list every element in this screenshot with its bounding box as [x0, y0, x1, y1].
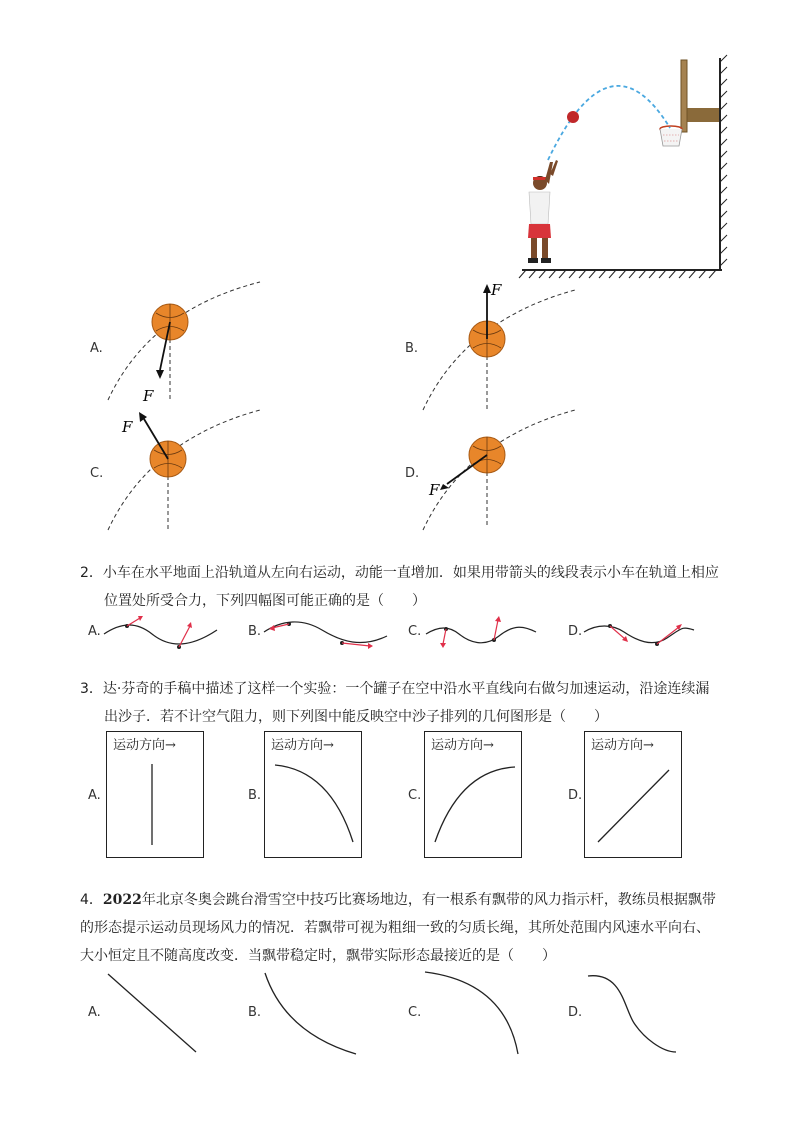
q1-d-force-label: F — [429, 481, 440, 499]
q4-line2: 的形态提示运动员现场风力的情况．若飘带可视为粗细一致的匀质长绳，其所处范围内风速水平向右、 — [80, 920, 710, 936]
q3-line2: 出沙子．若不计空气阻力，则下列图中能反映空中沙子排列的几何图形是（ ） — [104, 709, 608, 725]
q3-option-a-label: A. — [88, 788, 101, 803]
q1-b-force-label: F — [491, 281, 502, 299]
q3-d-direction: 运动方向→ — [591, 738, 654, 753]
q4-option-c-diagram[interactable] — [420, 968, 530, 1058]
q2-option-a-label: A. — [88, 624, 101, 639]
q2-option-d-diagram[interactable] — [582, 612, 702, 652]
q1-option-b-label: B. — [405, 341, 419, 356]
q1-option-a-label: A. — [90, 341, 103, 356]
q3-option-c-box[interactable] — [424, 731, 522, 858]
q2-line2: 位置处所受合力，下列四幅图可能正确的是（ ） — [104, 593, 426, 609]
q2-line1: 小车在水平地面上沿轨道从左向右运动，动能一直增加．如果用带箭头的线段表示小车在轨道上相应 — [102, 565, 719, 581]
q3-option-c-label: C. — [408, 788, 422, 803]
q1-option-c-label: C. — [90, 466, 104, 481]
q2-option-a-diagram[interactable] — [102, 612, 222, 652]
q3-option-b-label: B. — [248, 788, 262, 803]
q4-option-b-diagram[interactable] — [260, 968, 370, 1058]
q3-b-direction: 运动方向→ — [271, 738, 334, 753]
q1-option-c-diagram[interactable] — [100, 400, 300, 540]
q3-text — [80, 675, 780, 731]
player-figure — [528, 160, 558, 263]
q2-option-c-diagram[interactable] — [424, 612, 544, 652]
q4-line3: 大小恒定且不随高度改变．当飘带稳定时，飘带实际形态最接近的是（ ） — [80, 948, 556, 964]
q4-option-b-label: B. — [248, 1005, 262, 1020]
q1-option-a-diagram[interactable] — [100, 280, 300, 420]
q3-option-a-box[interactable] — [106, 731, 204, 858]
q2-option-b-diagram[interactable] — [262, 612, 392, 652]
q3-number: 3． — [80, 681, 103, 697]
q3-option-d-box[interactable] — [584, 731, 682, 858]
q2-option-b-label: B. — [248, 624, 262, 639]
q2-text — [80, 559, 780, 615]
q3-option-b-box[interactable] — [264, 731, 362, 858]
q1-option-d-diagram[interactable] — [415, 400, 615, 540]
q3-a-direction: 运动方向→ — [113, 738, 176, 753]
q4-number: 4． — [80, 892, 103, 908]
q3-option-d-label: D. — [568, 788, 583, 803]
q4-line1: 年北京冬奥会跳台滑雪空中技巧比赛场地边，有一根系有飘带的风力指示杆，教练员根据飘带 — [141, 892, 716, 908]
q4-option-c-label: C. — [408, 1005, 422, 1020]
q1-option-d-label: D. — [405, 466, 420, 481]
q4-option-d-label: D. — [568, 1005, 583, 1020]
q1-a-force-label: F — [143, 387, 154, 405]
q2-number: 2． — [80, 565, 103, 581]
q3-line1: 达·芬奇的手稿中描述了这样一个实验：一个罐子在空中沿水平直线向右做匀加速运动，沿途连续漏 — [102, 681, 710, 697]
q4-option-a-diagram[interactable] — [100, 968, 210, 1058]
shooter-illustration — [0, 0, 800, 290]
q1-option-b-diagram[interactable] — [415, 280, 615, 420]
q3-c-direction: 运动方向→ — [431, 738, 494, 753]
q4-text — [80, 886, 780, 970]
q4-year: 2022 — [102, 892, 142, 908]
q4-option-a-label: A. — [88, 1005, 101, 1020]
q2-option-c-label: C. — [408, 624, 422, 639]
q1-c-force-label: F — [122, 418, 133, 436]
q2-option-d-label: D. — [568, 624, 583, 639]
q4-option-d-diagram[interactable] — [582, 968, 692, 1058]
